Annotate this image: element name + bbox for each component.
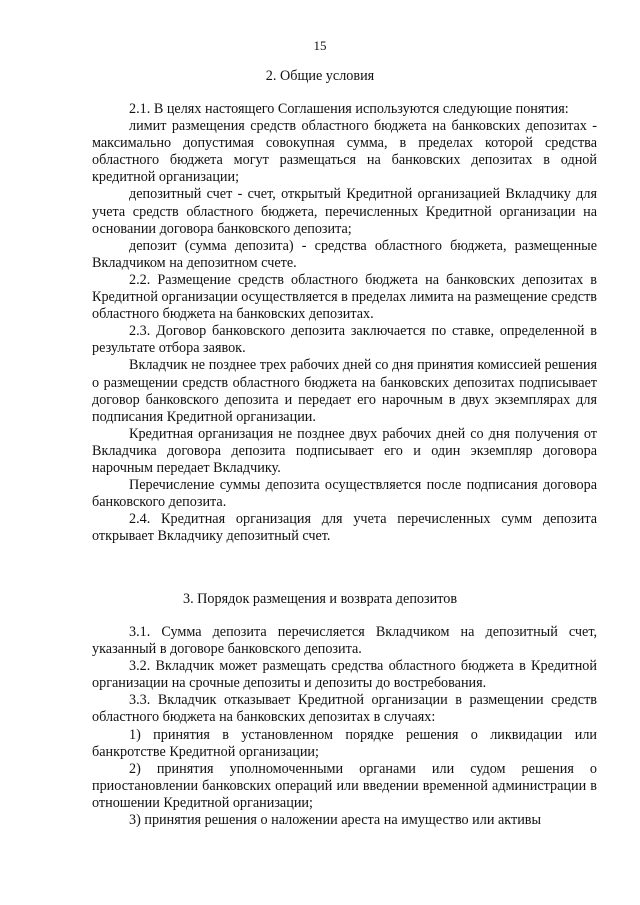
section-3-body	[92, 624, 597, 829]
list-item-3: 3) принятия решения о наложении ареста на имущество или активы	[129, 812, 542, 829]
paragraph-3-2: 3.2. Вкладчик может размещать средства областного бюджета в Кредитной организации на срочные депозиты и депозиты до востребования.	[92, 658, 597, 692]
paragraph-transfer: Перечисление суммы депозита осуществляется после подписания договора банковского депозита.	[92, 477, 597, 511]
paragraph-2-4: 2.4. Кредитная организация для учета перечисленных сумм депозита открывает Вкладчику депозитный счет.	[92, 511, 597, 545]
definition-deposit: депозит (сумма депозита) - средства областного бюджета, размещенные Вкладчиком на депозитном счете.	[92, 237, 597, 271]
paragraph-2-1: 2.1. В целях настоящего Соглашения используются следующие понятия:	[129, 101, 569, 117]
paragraph-2-3: 2.3. Договор банковского депозита заключается по ставке, определенной в результате отбора заявок.	[92, 323, 597, 357]
page-number: 15	[313, 38, 327, 53]
section-2-heading: 2. Общие условия	[265, 68, 375, 84]
section-3-heading: 3. Порядок размещения и возврата депозитов	[182, 591, 458, 607]
definition-deposit-limit: лимит размещения средств областного бюджета на банковских депозитах - максимально допустимая совокупная сумма, в пределах которой средства областного бюджета могут размещаться на банковских депозитах в одной кредитной организации;	[92, 118, 597, 186]
list-item-1: 1) принятия в установленном порядке решения о ликвидации или банкротстве Кредитной организации;	[92, 726, 597, 760]
paragraph-bank-signing: Кредитная организация не позднее двух рабочих дней со дня получения от Вкладчика договора депозита подписывает его и один экземпляр договора нарочным передает Вкладчику.	[92, 425, 597, 476]
list-item-2: 2) принятия уполномоченными органами или судом решения о приостановлении банковских операций или введении временной администрации в отношении Кредитной организации;	[92, 760, 597, 811]
definition-deposit-account: депозитный счет - счет, открытый Кредитной организацией Вкладчику для учета средств областного бюджета, перечисленных Кредитной организации на основании договора банковского депозита;	[92, 186, 597, 237]
paragraph-depositor-signing: Вкладчик не позднее трех рабочих дней со дня принятия комиссией решения о размещении средств областного бюджета на банковских депозитах подписывает договор банковского депозита и передает его нарочным в двух экземплярах для подписания Кредитной организации.	[92, 357, 597, 425]
section-2-body	[92, 101, 597, 545]
paragraph-3-3: 3.3. Вкладчик отказывает Кредитной организации в размещении средств областного бюджета на банковских депозитах в случаях:	[92, 692, 597, 726]
paragraph-3-1: 3.1. Сумма депозита перечисляется Вкладчиком на депозитный счет, указанный в договоре банковского депозита.	[92, 624, 597, 658]
paragraph-2-2: 2.2. Размещение средств областного бюджета на банковских депозитах в Кредитной организации осуществляется в пределах лимита на размещение средств областного бюджета на банковских депозитах.	[92, 271, 597, 323]
